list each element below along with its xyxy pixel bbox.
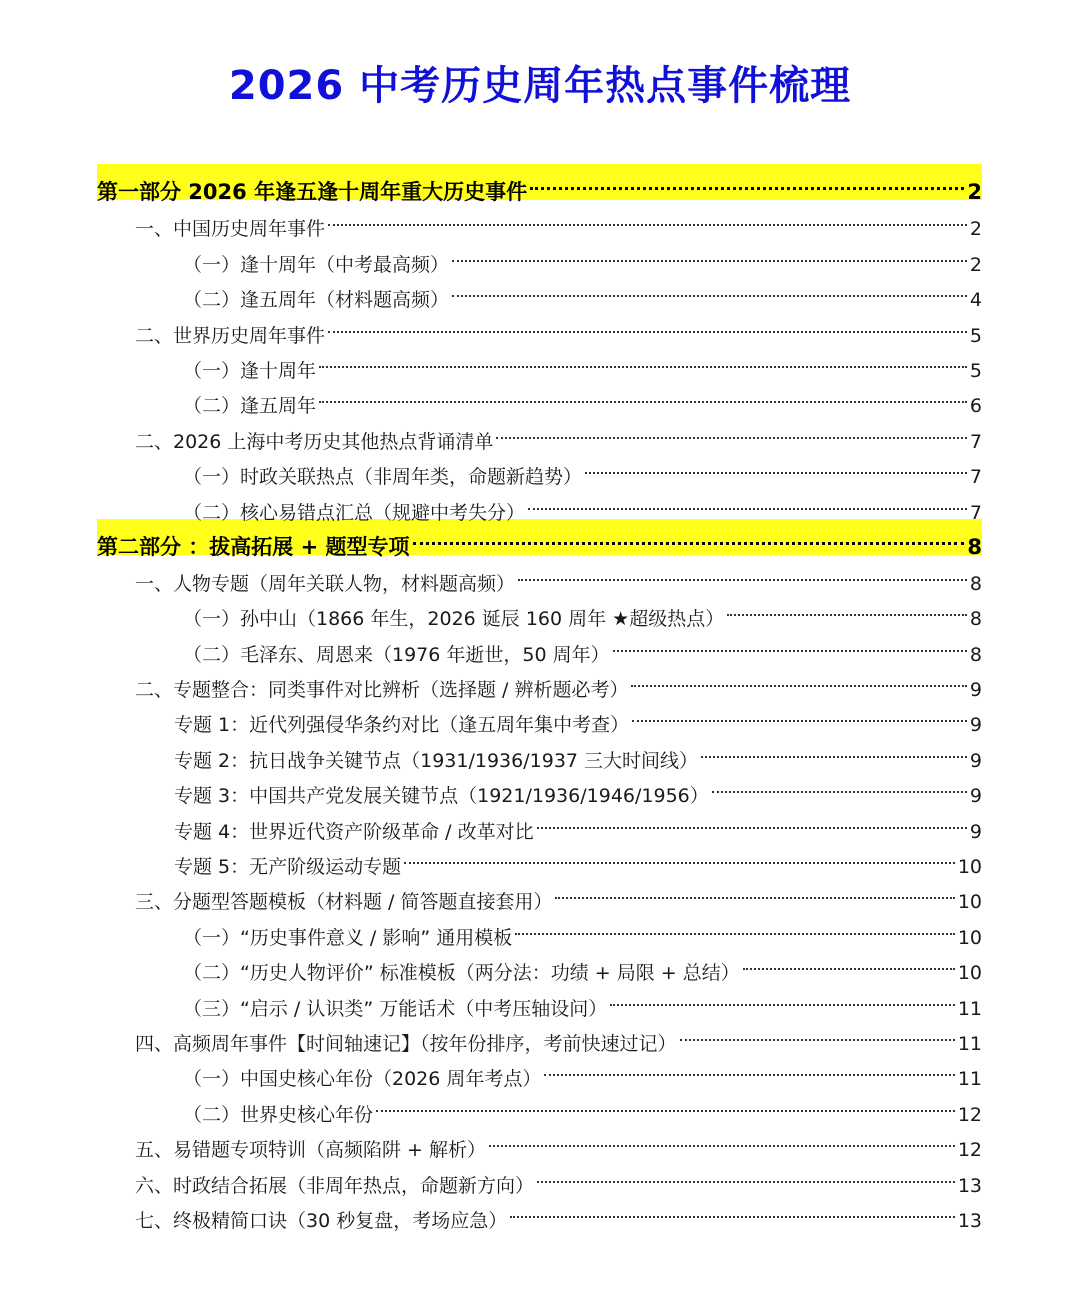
toc-entry-label: （二）逢五周年: [183, 395, 317, 418]
toc-page-number: 9: [969, 749, 982, 772]
toc-page-number: 13: [957, 1209, 982, 1232]
dot-leader: [510, 1192, 955, 1227]
toc-entry-label: （一）逢十周年: [183, 359, 317, 382]
toc-page-number: 2: [967, 180, 982, 205]
dot-leader: [328, 306, 967, 341]
toc-entry-label: （二）核心易错点汇总（规避中考失分）: [183, 501, 526, 524]
dot-leader: [727, 590, 967, 625]
toc-page-number: 12: [957, 1103, 982, 1126]
document-title: 2026 中考历史周年热点事件梳理: [228, 63, 852, 109]
dot-leader: [613, 625, 967, 660]
toc-entry-label: （一）孙中山（1866 年生，2026 诞辰 160 周年 ★超级热点）: [183, 608, 725, 631]
dot-leader: [376, 1085, 955, 1120]
dot-leader: [518, 555, 967, 590]
dot-leader: [712, 767, 967, 802]
toc-entry-label: （一）中国史核心年份（2026 周年考点）: [183, 1068, 542, 1091]
toc-page-number: 10: [957, 856, 982, 879]
dot-leader: [701, 731, 967, 766]
toc-entry-label: 专题 5：无产阶级运动专题: [174, 856, 402, 879]
toc-entry-label: 专题 1：近代列强侵华条约对比（逢五周年集中考查）: [174, 714, 630, 737]
dot-leader: [544, 1050, 954, 1085]
dot-leader: [631, 661, 966, 696]
toc-page-number: 12: [957, 1139, 982, 1162]
toc-entry-label: （二）世界史核心年份: [183, 1103, 374, 1126]
toc-entry-label: 专题 3：中国共产党发展关键节点（1921/1936/1946/1956）: [174, 785, 709, 808]
toc-entry-label: （一）逢十周年（中考最高频）: [183, 253, 450, 276]
dot-leader: [452, 235, 967, 270]
toc-entry-label: （一）时政关联热点（非周年类，命题新趋势）: [183, 466, 583, 489]
dot-leader: [328, 200, 967, 235]
toc-page-number: 9: [969, 820, 982, 843]
toc-entry-label: （二）毛泽东、周恩来（1976 年逝世，50 周年）: [183, 643, 610, 666]
toc-page-number: 11: [957, 1068, 982, 1091]
toc-page-number: 9: [969, 714, 982, 737]
toc-entry-label: 一、人物专题（周年关联人物，材料题高频）: [135, 572, 516, 595]
toc-page-number: 11: [957, 1032, 982, 1055]
toc-entry-label: 二、2026 上海中考历史其他热点背诵清单: [135, 430, 494, 453]
toc-entry-label: 专题 2：抗日战争关键节点（1931/1936/1937 三大时间线）: [174, 749, 699, 772]
dot-leader: [555, 873, 954, 908]
toc-entry-label: 七、终极精简口诀（30 秒复盘，考场应急）: [135, 1209, 508, 1232]
toc-entry-label: 三、分题型答题模板（材料题 / 简答题直接套用）: [135, 891, 553, 914]
dot-leader: [528, 483, 967, 518]
toc-entry-label: 第一部分 2026 年逢五逢十周年重大历史事件: [97, 180, 528, 205]
dot-leader: [489, 1121, 955, 1156]
table-of-contents: [97, 164, 982, 1232]
toc-page-number: 9: [969, 679, 982, 702]
toc-page-number: 9: [969, 785, 982, 808]
toc-entry-label: 二、专题整合：同类事件对比辨析（选择题 / 辨析题必考）: [135, 679, 629, 702]
toc-page-number: 7: [969, 430, 982, 453]
dot-leader: [452, 271, 967, 306]
dot-leader: [515, 908, 955, 943]
toc-page-number: 6: [969, 395, 982, 418]
dot-leader: [680, 1015, 955, 1050]
dot-leader: [610, 979, 955, 1014]
toc-page-number: 2: [969, 218, 982, 241]
toc-entry-label: 五、易错题专项特训（高频陷阱 + 解析）: [135, 1139, 487, 1162]
toc-entry-label: （二）逢五周年（材料题高频）: [183, 289, 450, 312]
dot-leader: [537, 1156, 955, 1191]
toc-entry-label: 第二部分 ：拔高拓展 + 题型专项: [97, 534, 410, 559]
toc-entry-label: 一、中国历史周年事件: [135, 218, 326, 241]
dot-leader: [413, 519, 965, 554]
toc-page-number: 7: [969, 466, 982, 489]
toc-entry-label: （一）“历史事件意义 / 影响” 通用模板: [183, 926, 513, 949]
toc-page-number: 5: [969, 324, 982, 347]
dot-leader: [537, 802, 967, 837]
toc-entry-label: （二）“历史人物评价” 标准模板（两分法：功绩 + 局限 + 总结）: [183, 962, 740, 985]
dot-leader: [404, 838, 955, 873]
dot-leader: [496, 412, 967, 447]
toc-entry-label: 专题 4：世界近代资产阶级革命 / 改革对比: [174, 820, 534, 843]
dot-leader: [319, 377, 967, 412]
toc-page-number: 10: [957, 891, 982, 914]
toc-page-number: 7: [969, 501, 982, 524]
toc-page-number: 8: [969, 608, 982, 631]
toc-page-number: 11: [957, 997, 982, 1020]
dot-leader: [319, 342, 967, 377]
toc-page-number: 4: [969, 289, 982, 312]
toc-entry-label: （三）“启示 / 认识类” 万能话术（中考压轴设问）: [183, 997, 608, 1020]
dot-leader: [585, 448, 967, 483]
toc-page-number: 5: [969, 359, 982, 382]
dot-leader: [743, 944, 955, 979]
toc-page-number: 8: [969, 643, 982, 666]
toc-page-number: 2: [969, 253, 982, 276]
toc-page-number: 8: [967, 534, 982, 559]
toc-part-heading[interactable]: [97, 164, 982, 205]
toc-page-number: 13: [957, 1174, 982, 1197]
dot-leader: [530, 164, 964, 199]
toc-entry-label: 四、高频周年事件【时间轴速记】（按年份排序，考前快速过记）: [135, 1032, 677, 1055]
dot-leader: [632, 696, 967, 731]
toc-entry-label: 六、时政结合拓展（非周年热点，命题新方向）: [135, 1174, 535, 1197]
toc-page-number: 10: [957, 926, 982, 949]
toc-entry-label: 二、世界历史周年事件: [135, 324, 326, 347]
toc-page-number: 8: [969, 572, 982, 595]
toc-page-number: 10: [957, 962, 982, 985]
